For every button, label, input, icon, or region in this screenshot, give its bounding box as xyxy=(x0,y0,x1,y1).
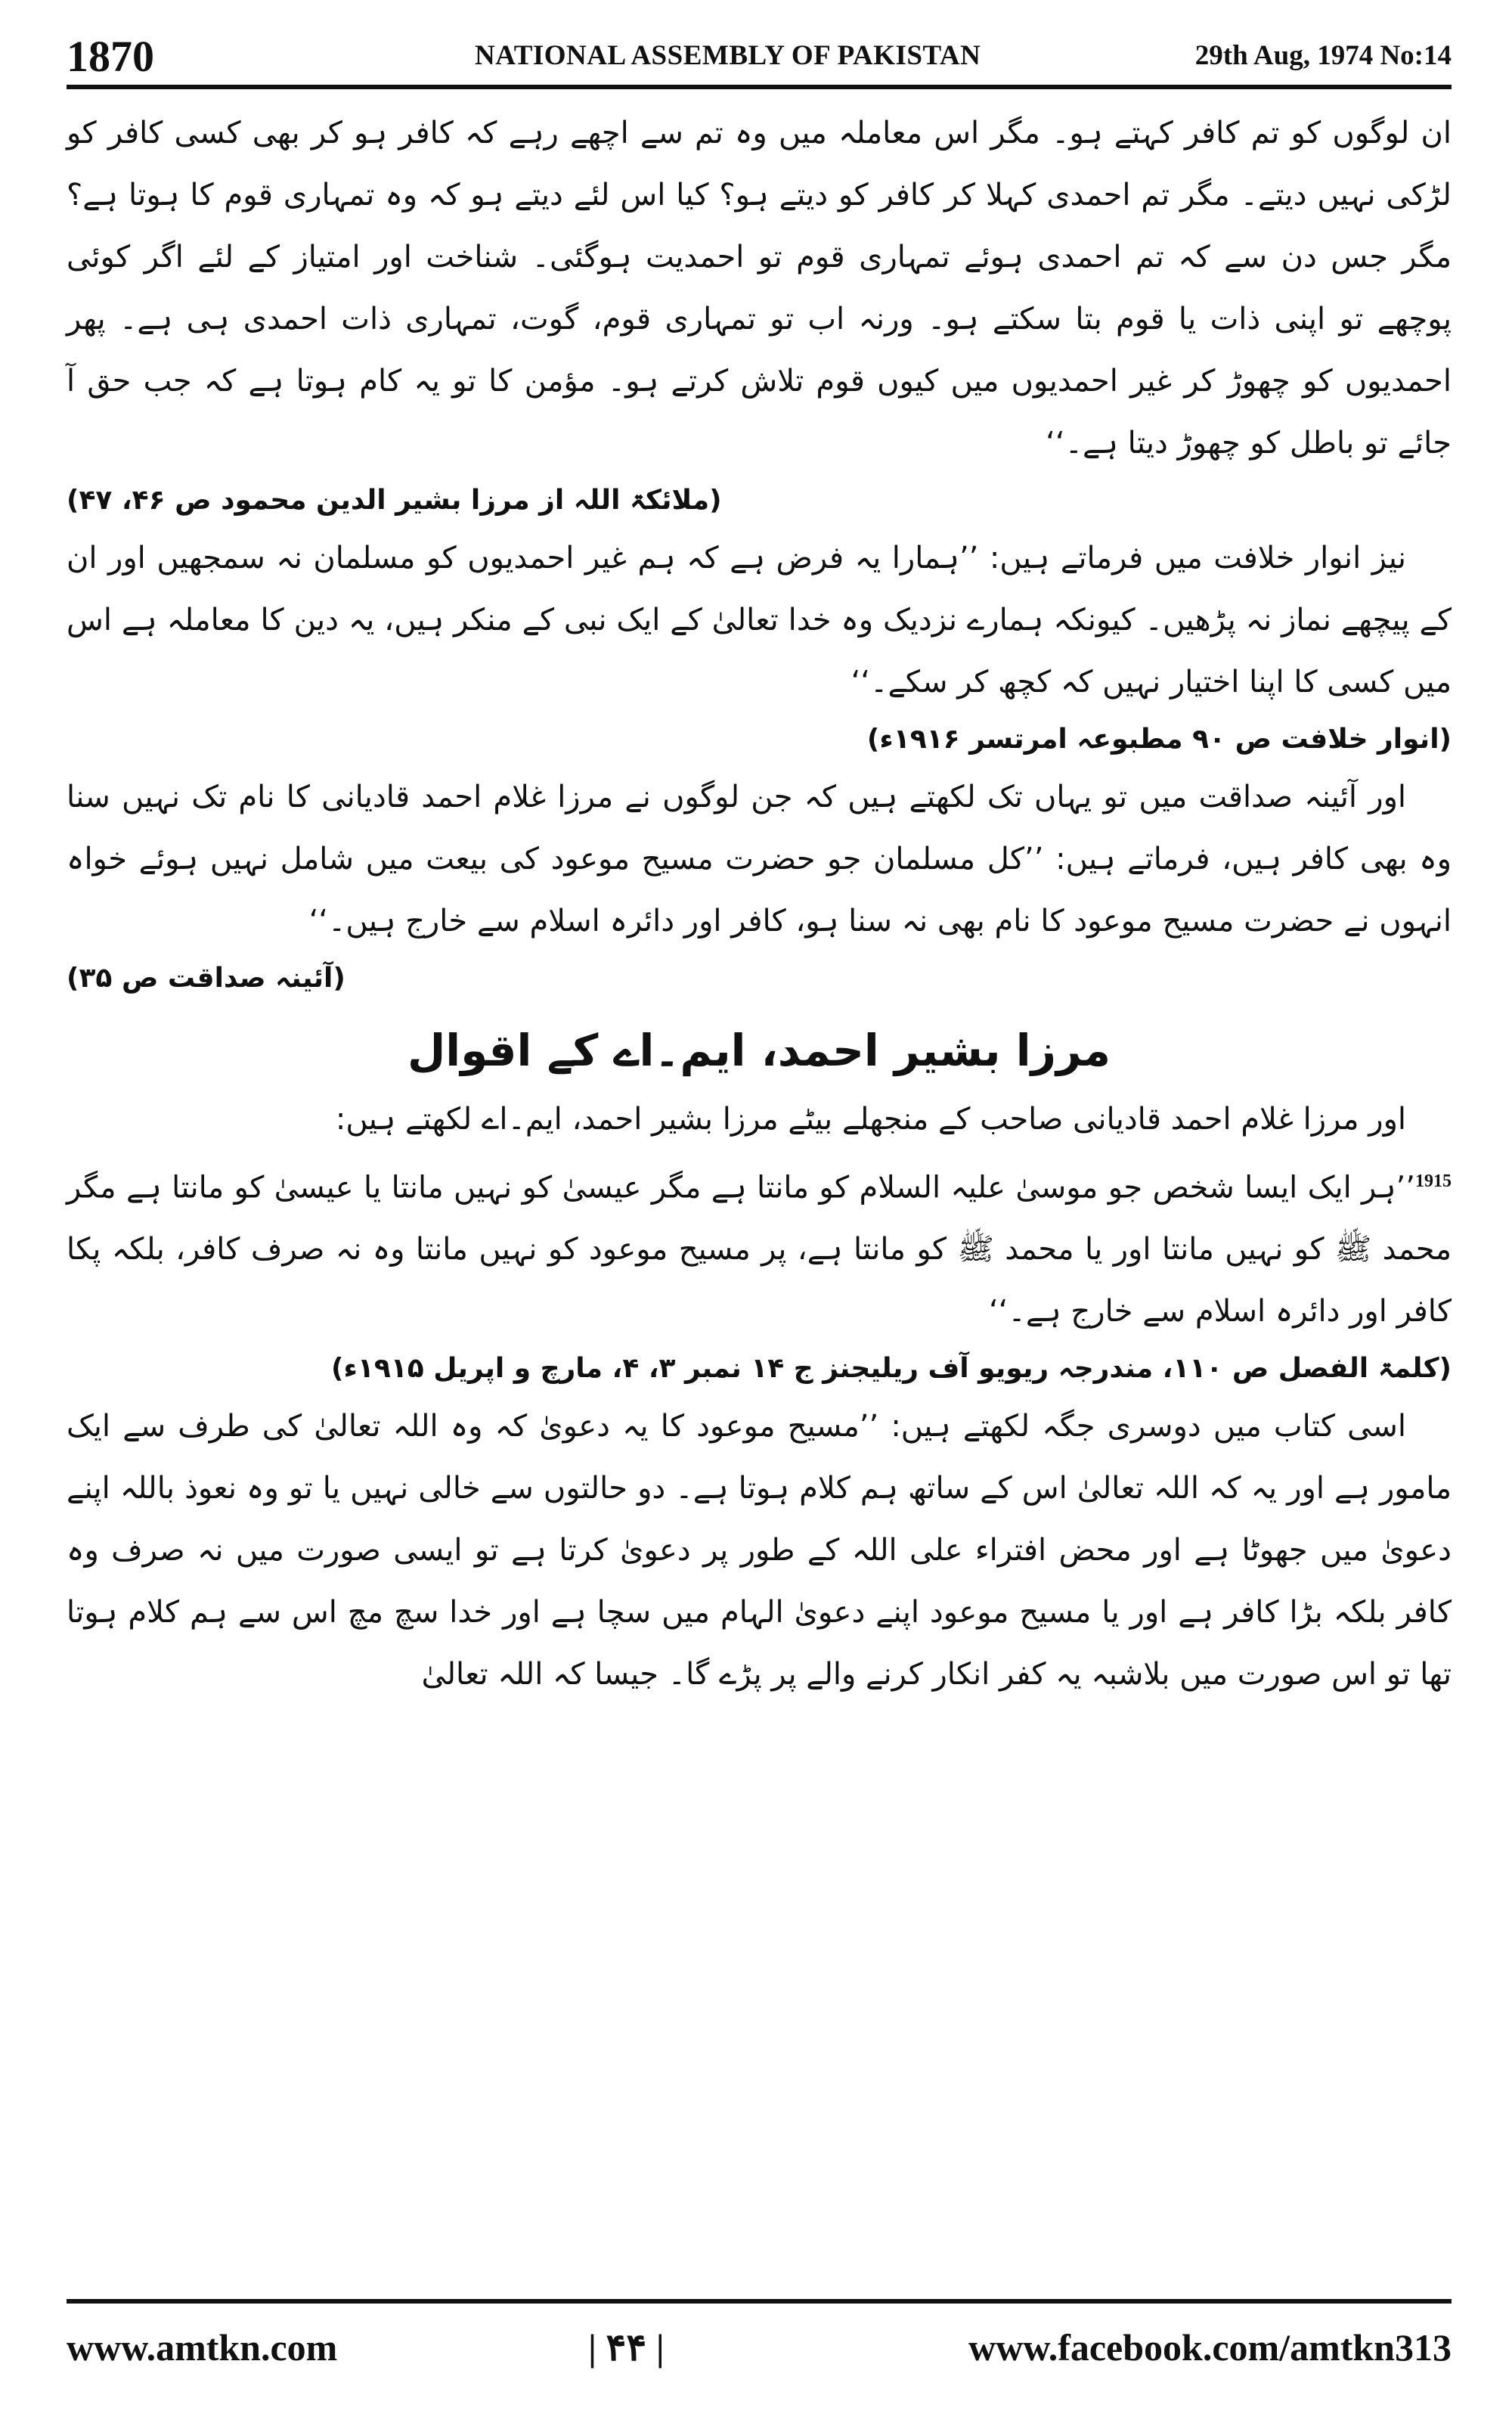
paragraph-1: ان لوگوں کو تم کافر کہتے ہو۔ مگر اس معاملہ میں وہ تم سے اچھے رہے کہ کافر ہو کر بھی کسی کافر کو لڑکی نہیں دیتے۔ مگر تم احمدی کہلا کر کافر کو دیتے ہو؟ کیا اس لئے دیتے ہو کہ وہ تمہاری قوم کا ہوتا ہے؟ مگر جس دن سے کہ تم احمدی ہوئے تمہاری قوم تو احمدیت ہوگئی۔ شناخت اور امتیاز کے لئے اگر کوئی پوچھے تو اپنی ذات یا قوم بتا سکتے ہو۔ ورنہ اب تو تمہاری قوم، گوت، تمہاری ذات احمدی ہی ہے۔ پھر احمدیوں کو چھوڑ کر غیر احمدیوں میں کیوں قوم تلاش کرتے ہو۔ مؤمن کا تو یہ کام ہوتا ہے کہ جب حق آ جائے تو باطل کو چھوڑ دیتا ہے۔‘‘ xyxy=(67,116,1452,461)
citation-4: (کلمۃ الفصل ص ۱۱۰، مندرجہ ریویو آف ریلیجنز ج ۱۴ نمبر ۳، ۴، مارچ و اپریل ۱۹۱۵ء) xyxy=(330,1353,1452,1385)
citation-1: (ملائکۃ اللہ از مرزا بشیر الدین محمود ص ۴۶، ۴۷) xyxy=(67,485,722,516)
footer-page-marker: | ۴۴ | xyxy=(588,2326,665,2369)
footnote-marker: 1915 xyxy=(1415,1171,1452,1191)
paragraph-6: اسی کتاب میں دوسری جگہ لکھتے ہیں: ’’مسیح موعود کا یہ دعویٰ کہ وہ اللہ تعالیٰ کی طرف سے ایک مامور ہے اور یہ کہ اللہ تعالیٰ اس کے ساتھ ہم کلام ہوتا ہے۔ دو حالتوں سے خالی نہیں یا تو وہ نعوذ باللہ اپنے دعویٰ میں جھوٹا ہے اور محض افتراء علی اللہ کے طور پر دعویٰ کرتا ہے تو ایسی صورت میں نہ صرف وہ کافر بلکہ بڑا کافر ہے اور یا مسیح موعود اپنے دعویٰ الہام میں سچا ہے اور خدا سچ مچ اس سے ہم کلام ہوتا تھا تو اس صورت میں بلاشبہ یہ کفر انکار کرنے والے پر پڑے گا۔ جیسا کہ اللہ تعالیٰ xyxy=(67,1409,1452,1692)
citation-3: (آئینہ صداقت ص ۳۵) xyxy=(67,963,345,994)
page-header xyxy=(67,30,1452,83)
page-footer xyxy=(67,2325,1452,2378)
paragraph-2: نیز انوار خلافت میں فرماتے ہیں: ’’ہمارا یہ فرض ہے کہ ہم غیر احمدیوں کو مسلمان نہ سمجھیں اور ان کے پیچھے نماز نہ پڑھیں۔ کیونکہ ہمارے نزدیک وہ خدا تعالیٰ کے ایک نبی کے منکر ہیں، یہ دین کا معاملہ ہے اس میں کسی کا اپنا اختیار نہیں کہ کچھ کر سکے۔‘‘ xyxy=(67,541,1452,700)
page-body xyxy=(67,102,1452,2261)
header-rule xyxy=(67,85,1452,89)
footer-facebook-link[interactable]: www.facebook.com/amtkn313 xyxy=(968,2326,1452,2369)
page-number: 1870 xyxy=(67,32,154,81)
paragraph-3: اور آئینہ صداقت میں تو یہاں تک لکھتے ہیں کہ جن لوگوں نے مرزا غلام احمد قادیانی کا نام تک نہیں سنا وہ بھی کافر ہیں، فرماتے ہیں: ’’کل مسلمان جو حضرت مسیح موعود کی بیعت میں شامل نہیں ہوئے خواہ انہوں نے حضرت مسیح موعود کا نام بھی نہ سنا ہو، کافر اور دائرہ اسلام سے خارج ہیں۔‘‘ xyxy=(67,780,1452,939)
footer-rule xyxy=(67,2299,1452,2304)
paragraph-5 xyxy=(67,1150,1452,1342)
section-heading: مرزا بشیر احمد، ایم۔اے کے اقوال xyxy=(407,1025,1111,1076)
paragraph-4: اور مرزا غلام احمد قادیانی صاحب کے منجھلے بیٹے مرزا بشیر احمد، ایم۔اے لکھتے ہیں: xyxy=(335,1102,1406,1137)
citation-2: (انوار خلافت ص ۹۰ مطبوعہ امرتسر ۱۹۱۶ء) xyxy=(866,724,1452,755)
footer-website-link[interactable]: www.amtkn.com xyxy=(67,2326,338,2369)
paragraph-5-text: ’’ہر ایک ایسا شخص جو موسیٰ علیہ السلام کو مانتا ہے مگر عیسیٰ کو نہیں مانتا یا عیسیٰ کو مانتا ہے مگر محمد ﷺ کو نہیں مانتا اور یا محمد ﷺ کو مانتا ہے، پر مسیح موعود کو نہیں مانتا وہ نہ صرف کافر، بلکہ پکا کافر اور دائرہ اسلام سے خارج ہے۔‘‘ xyxy=(67,1170,1452,1329)
header-title: NATIONAL ASSEMBLY OF PAKISTAN xyxy=(475,40,981,71)
header-date: 29th Aug, 1974 No:14 xyxy=(1194,40,1452,71)
